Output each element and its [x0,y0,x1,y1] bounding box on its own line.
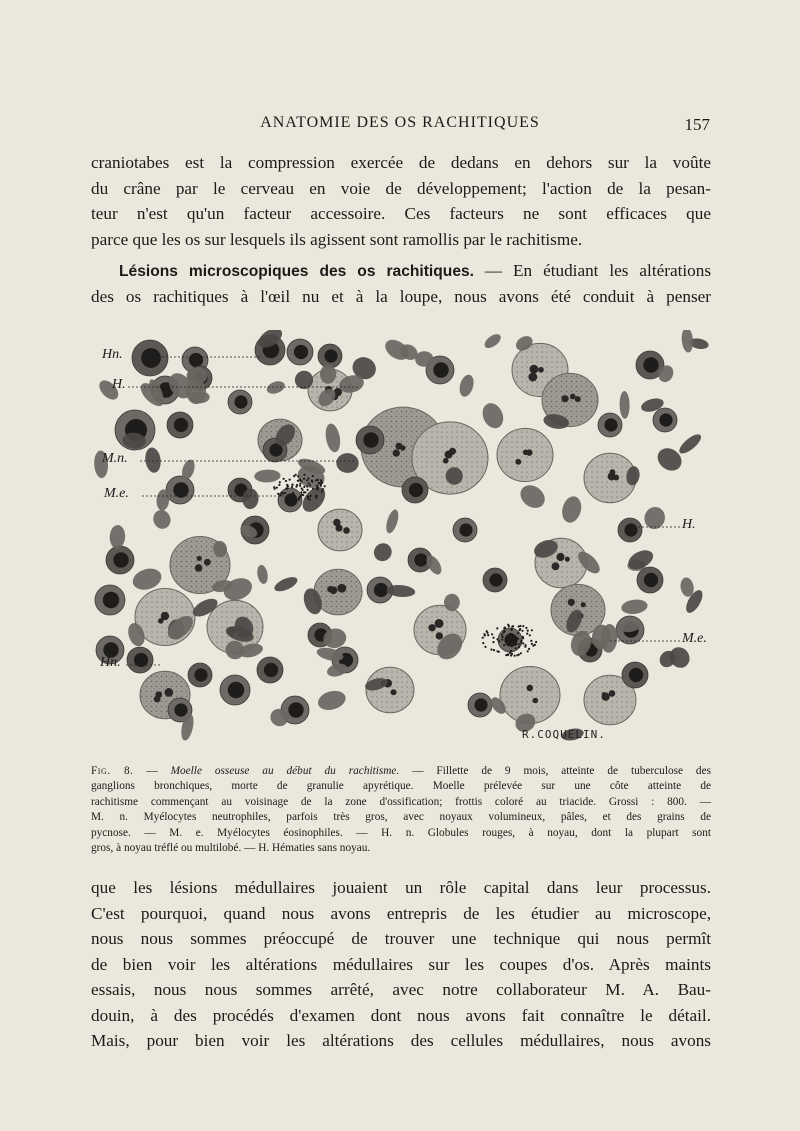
granule [291,484,293,486]
granule [322,488,324,490]
cell-nucleus [604,418,617,431]
granule [486,632,488,634]
nucleus-fragment [158,618,164,624]
nucleus-fragment [435,619,444,628]
granule [278,484,280,486]
red-blood-cell [370,540,395,565]
caption-line: M. n. Myélocytes neutrophiles, parfois très gros, avec noyaux volumineux, pâles, et des grains de [91,811,711,824]
cell-nucleus [643,357,658,372]
red-blood-cell [457,373,476,398]
granule [515,647,517,649]
granule [483,633,485,635]
granule [496,638,498,640]
granule [531,643,533,645]
granule [295,486,297,488]
nucleus-fragment [436,632,443,639]
nucleus-fragment [443,458,449,464]
granule [535,641,537,643]
granule [307,477,309,479]
granule [307,497,309,499]
cell-nucleus [363,432,378,447]
caption-fig-label: Fig. 8. [91,765,134,777]
cell-nucleus [409,483,423,497]
red-blood-cell [316,688,348,713]
red-blood-cell [516,481,549,513]
caption-line: gros, à noyau tréflé ou multilobé. — H. Hématies sans noyau. [91,841,371,854]
granule [526,633,528,635]
label-hn-top: Hn. [102,347,123,362]
granule [524,646,526,648]
nucleus-fragment [556,553,564,561]
red-blood-cell [336,453,359,474]
granule [286,498,288,500]
granule [292,492,294,494]
granule [498,651,500,653]
nucleus-fragment [565,557,570,562]
red-blood-cell [320,365,336,384]
granule [522,625,524,627]
red-blood-cell [444,594,460,611]
nucleus-fragment [343,527,350,534]
granule [484,646,486,648]
label-h-top: H. [112,377,126,392]
granule [310,495,312,497]
granule [508,625,510,627]
granule [520,642,522,644]
running-title: ANATOMIE DES OS RACHITIQUES [260,114,540,131]
cell-nucleus [624,523,637,536]
granule [490,648,492,650]
granule [503,627,505,629]
granule [525,627,527,629]
red-blood-cell [151,508,173,531]
cell-nucleus [459,523,472,536]
granule [308,482,310,484]
granule [518,643,520,645]
caption-line1-rest: — Fillette de 9 mois, atteinte de tuberculose des [399,765,711,777]
nucleus-fragment [526,449,532,455]
granule [283,478,285,480]
cell-nucleus [174,703,187,716]
artist-signature: R.COQUELIN. [522,728,606,741]
granule [493,649,495,651]
text-line: que les lésions médullaires jouaient un rôle capital dans leur processus. [91,878,711,897]
granule [285,480,287,482]
red-blood-cell [109,525,126,549]
granule [303,478,305,480]
granule [505,639,507,641]
text-line: Mais, pour bien voir les altérations des cellules médullaires, nous avons [91,1031,711,1050]
granule [530,640,532,642]
granule [286,487,288,489]
granule [510,650,512,652]
granule [284,492,286,494]
granule [527,650,529,652]
granule [316,495,318,497]
label-hn-bottom: Hn. [100,655,121,670]
nucleus-fragment [561,395,568,402]
granule [511,633,513,635]
nucleus-fragment [575,396,581,402]
granule [534,644,536,646]
granule [492,641,494,643]
granule [511,628,513,630]
nucleus-fragment [204,559,211,566]
cell-nucleus [141,348,161,368]
granule [291,486,293,488]
granule [307,489,309,491]
granule [517,638,519,640]
red-blood-cell [559,494,584,525]
granule [286,485,288,487]
cell-nucleus [659,413,672,426]
granule [518,646,520,648]
nucleus-fragment [164,688,173,697]
cell-illustration [90,330,720,750]
cell-nucleus [644,573,658,587]
granule [487,634,489,636]
red-blood-cell [676,431,703,456]
red-blood-cell [479,400,507,432]
granule [321,490,323,492]
red-blood-cell [666,643,694,671]
nucleus-fragment [195,564,203,572]
granule [311,480,313,482]
granule [299,485,301,487]
label-me-right: M.e. [682,631,707,646]
nucleus-fragment [395,443,402,450]
cell-nucleus [234,395,247,408]
granule [520,639,522,641]
granule [303,474,305,476]
cell-nucleus [629,668,643,682]
red-blood-cell [382,336,413,364]
granule [511,645,513,647]
granule [297,480,299,482]
cell-nucleus [194,668,207,681]
section-intro [91,258,711,309]
granule [520,652,522,654]
section-heading: Lésions microscopiques des os rachitiques. [119,263,474,280]
granule [290,496,292,498]
nucleus-fragment [570,394,576,400]
granule [292,500,294,502]
granule [293,498,295,500]
granule [297,475,299,477]
red-blood-cell [620,598,648,615]
granule [521,630,523,632]
granule [293,494,295,496]
red-blood-cell [272,574,299,594]
granule [276,487,278,489]
granule [324,485,326,487]
text-line: douin, à des procédés d'examen dont nous avons fait connaître le détail. [91,1005,711,1025]
granule [498,640,500,642]
granule [519,628,521,630]
granule [300,491,302,493]
figure-bone-marrow [90,330,720,750]
granule [492,637,494,639]
cell-nucleus [374,583,388,597]
granule [281,492,283,494]
nucleus-fragment [390,689,396,695]
granule [514,655,516,657]
granule [507,644,509,646]
cell-nucleus [174,418,188,432]
cell-nucleus [228,682,245,699]
nucleus-fragment [515,459,521,465]
cell-nucleus [264,663,278,677]
text-line: C'est pourquoi, quand nous avons entrepris de les étudier au microscope, [91,903,711,923]
granule [321,482,323,484]
granule [300,480,302,482]
text-line: teur n'est qu'un facteur accessoire. Ces facteurs ne sont efficaces que [91,204,711,223]
granule [522,636,524,638]
granule [511,653,513,655]
nucleus-fragment [602,692,607,697]
text-line: nous nous sommes préoccupé de trouver une technique qui nous permît [91,929,711,948]
granule [496,627,498,629]
granule [517,632,519,634]
red-blood-cell [265,379,286,396]
cell-nucleus [489,573,502,586]
granule [312,475,314,477]
granule [301,487,303,489]
granule [501,639,503,641]
granule [320,485,322,487]
myelocyte-cell [497,428,553,481]
red-blood-cell [256,564,269,585]
nucleus-fragment [428,624,435,631]
granule [318,482,320,484]
text-line: des os rachitiques à l'œil nu et à la loupe, nous avons été conduit à penser [91,286,711,306]
label-me-left: M.e. [104,486,129,501]
granule [277,493,279,495]
granule [491,633,493,635]
red-blood-cell [619,391,629,419]
nucleus-fragment [197,556,202,561]
granule [309,484,311,486]
red-blood-cell [144,446,163,473]
nucleus-fragment [335,524,342,531]
paragraph-top [91,150,711,252]
granule [522,642,524,644]
caption-line: ganglions bronchiques, morte de granulie apyrétique. Moelle prélevée sur une côte atteinte de [91,780,711,793]
paragraph-bottom [91,875,711,1054]
granule [306,485,308,487]
caption-fig-title: Moelle osseuse au début du rachitisme. [170,765,400,777]
red-blood-cell [482,331,503,350]
label-h-right: H. [682,517,696,532]
granule [289,479,291,481]
granule [503,631,505,633]
nucleus-fragment [533,698,539,704]
cell-nucleus [474,698,487,711]
granule [312,488,314,490]
nucleus-fragment [527,685,533,691]
nucleus-fragment [609,469,615,475]
text-line: de bien voir les altérations médullaires sur les coupes d'os. Après maints [91,954,711,974]
cell-nucleus [173,482,188,497]
text-line: essais, nous nous sommes arrêté, avec notre collaborateur M. A. Bau- [91,980,711,999]
granule [303,491,305,493]
nucleus-fragment [528,373,537,382]
figure-caption [91,764,711,856]
granule [482,642,484,644]
granule [528,648,530,650]
granule [279,481,281,483]
caption-line: rachitisme commençant au voisinage de la zone d'ossification; frottis coloré au triacide. Grossi : 800. — [91,795,711,808]
granule [508,641,510,643]
red-blood-cell [681,330,694,353]
nucleus-fragment [161,613,167,619]
cell-nucleus [288,702,303,717]
cell-nucleus [103,592,120,609]
text-line: parce que les os sur lesquels ils agissent sont ramollis par le rachitisme. [91,229,583,249]
section-line1-rest: — En étudiant les altérations [474,261,712,280]
red-blood-cell [254,469,281,483]
granule [295,474,297,476]
red-blood-cell [324,422,343,453]
granule [273,486,275,488]
nucleus-fragment [393,449,400,456]
granule [502,636,504,638]
nucleus-fragment [552,562,560,570]
cell-nucleus [113,552,128,567]
myelocyte-cells [135,343,636,724]
granule [531,629,533,631]
text-line: craniotabes est la compression exercée de dedans en dehors sur la voûte [91,153,711,172]
granule [511,626,513,628]
nucleus-fragment [581,602,586,607]
nucleus-fragment [609,690,616,697]
caption-line: Fig. 8. — Moelle osseuse au début du rachitisme. — Fillette de 9 mois, atteinte de tuberculose des [91,765,711,777]
granule [505,654,507,656]
page-number: 157 [684,115,710,134]
nucleus-fragment [337,584,346,593]
section-first-line [91,258,711,284]
cell-nucleus [189,353,203,367]
granule [298,499,300,501]
granule [518,625,520,627]
granule [503,644,505,646]
nucleus-fragment [449,448,456,455]
cell-nucleus [324,349,337,362]
red-blood-cell [384,508,401,534]
cell-nucleus [284,493,297,506]
granule [529,634,531,636]
nucleus-fragment [530,365,539,374]
granule [527,630,529,632]
red-blood-cell [186,379,206,404]
granule [515,643,517,645]
label-mn: M.n. [102,451,128,466]
granule [514,639,516,641]
cell-nucleus [433,362,448,377]
granule [518,654,520,656]
nucleus-fragment [538,367,544,373]
cell-nucleus [294,345,308,359]
granule [482,637,484,639]
granule [315,479,317,481]
caption-line: pycnose. — M. e. Myélocytes éosinophiles. — H. n. Globules rouges, à noyau, dont la plupart sont [91,826,711,839]
granule [509,652,511,654]
granule [501,634,503,636]
nucleus-fragment [330,586,338,594]
granule [316,488,318,490]
text-line: du crâne par le cerveau en voie de développement; l'action de la pesan- [91,178,711,198]
granule [299,495,301,497]
granule [299,483,301,485]
nucleus-fragment [154,696,161,703]
cell-nucleus [414,553,427,566]
granule [306,479,308,481]
nucleus-fragment [568,599,575,606]
granule [303,486,305,488]
granule [317,479,319,481]
granule [301,494,303,496]
running-head [90,114,710,138]
